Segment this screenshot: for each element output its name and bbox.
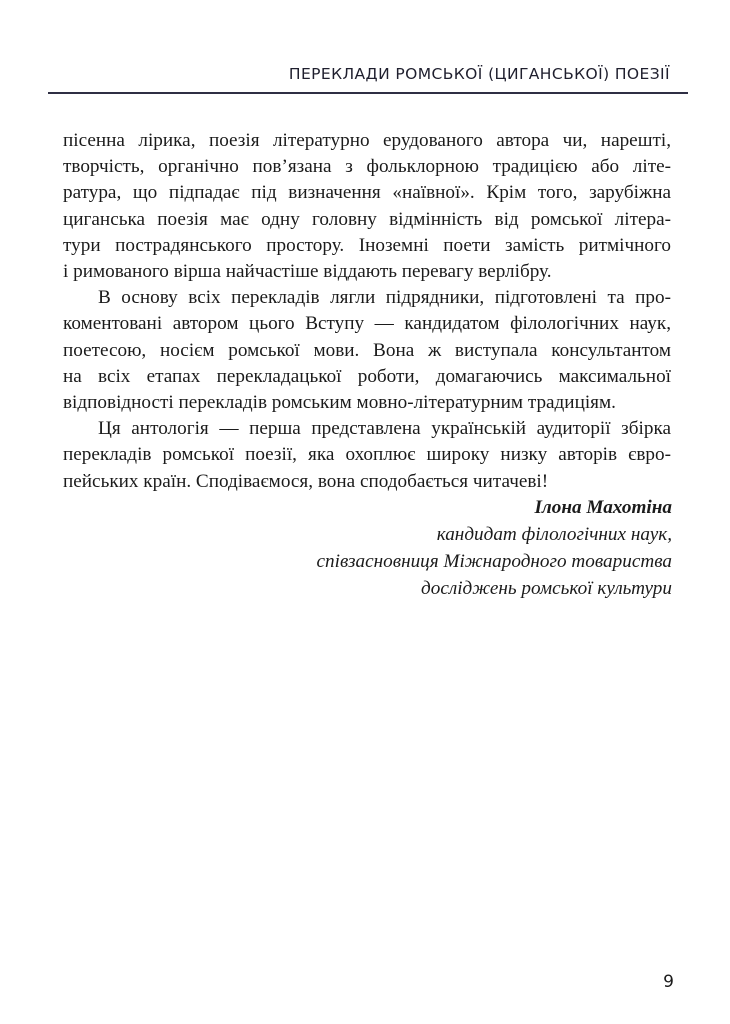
paragraph-3 <box>63 416 671 495</box>
paragraph-2 <box>63 285 671 416</box>
text-line: пейських країн. Сподіваємося, вона сподобається читачеві! <box>63 470 549 492</box>
page-number: 9 <box>663 972 674 992</box>
signature-title-line: досліджень ромської культури <box>421 578 672 599</box>
text-line: на всіх етапах перекладацької роботи, домагаючись максимальної <box>63 365 671 387</box>
paragraph-1 <box>63 128 671 285</box>
text-line: ратура, що підпадає під визначення «наївної». Крім того, зарубіжна <box>63 182 671 204</box>
text-line: перекладів ромської поезії, яка охоплює широку низку авторів євро- <box>63 444 671 466</box>
signature-block <box>317 494 672 602</box>
text-line: коментовані автором цього Вступу — кандидатом філологічних наук, <box>63 313 671 335</box>
text-line: тури пострадянського простору. Іноземні поети замість ритмічного <box>63 234 671 256</box>
signature-name: Ілона Махотіна <box>534 497 672 518</box>
text-line: В основу всіх перекладів лягли підрядники, підготовлені та про- <box>98 287 671 309</box>
text-line: поетесою, носієм ромської мови. Вона ж виступала консультантом <box>63 339 671 361</box>
signature-title-line: кандидат філологічних наук, <box>436 524 672 545</box>
text-line: пісенна лірика, поезія літературно ерудованого автора чи, нарешті, <box>63 130 671 151</box>
text-line: творчість, органічно пов’язана з фольклорною традицією або літе- <box>63 156 671 178</box>
running-header <box>48 62 688 94</box>
running-header-title: ПЕРЕКЛАДИ РОМСЬКОЇ (ЦИГАНСЬКОЇ) ПОЕЗІЇ <box>288 65 670 83</box>
body-text <box>63 128 671 495</box>
text-line: циганська поезія має одну головну відмінність від ромської літера- <box>63 208 671 230</box>
signature-title-line: співзасновниця Міжнародного товариства <box>316 551 672 572</box>
text-line: відповідності перекладів ромським мовно-літературним традиціям. <box>63 392 616 414</box>
text-line: і римованого вірша найчастіше віддають перевагу верлібру. <box>63 261 552 283</box>
text-line: Ця антологія — перша представлена українській аудиторії збірка <box>98 418 671 440</box>
